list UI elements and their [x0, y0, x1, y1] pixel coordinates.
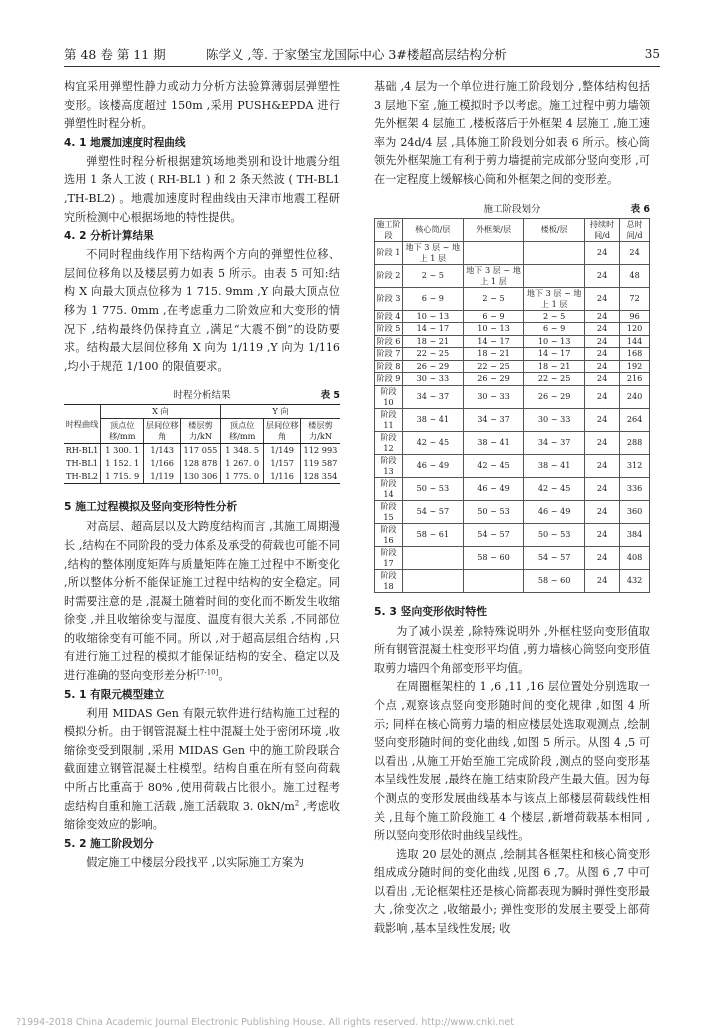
table-5-col-curve: 时程曲线 — [64, 405, 101, 444]
table-cell: 144 — [620, 335, 650, 348]
table-row — [375, 546, 650, 569]
table-cell: 18 ~ 21 — [524, 360, 585, 373]
table-row — [375, 287, 650, 310]
section-5-3-heading: 5. 3 竖向变形依时特性 — [374, 604, 488, 618]
table-row — [375, 454, 650, 477]
table-cell: 24 — [584, 569, 619, 592]
heading-4-2: 4. 2 分析计算结果 — [64, 230, 154, 243]
table-cell: 38 ~ 41 — [524, 454, 585, 477]
table-6-header: 楼板/层 — [524, 218, 585, 241]
table-row — [375, 431, 650, 454]
table-cell: 50 ~ 53 — [463, 500, 524, 523]
table-cell: 24 — [584, 348, 619, 361]
paragraph-5-3-c: 选取 20 层处的测点 ,绘制其各框架柱和核心筒变形组成成分随时间的变化曲线 ,见图 6 ,7。从图 6 ,7 中可以看出 ,无论框架柱还是核心筒都表现为瞬时弹性变形最大 ,徐变次之 ,收缩最小; 弹性变形的发展主要受上部荷载影响 ,基本呈线性发展; 收 — [374, 847, 650, 936]
table-6-header: 核心筒/层 — [403, 218, 464, 241]
table-cell: 26 ~ 29 — [463, 373, 524, 386]
table-5-subheader: 层间位移角 — [264, 419, 300, 444]
table-row — [375, 264, 650, 287]
phase-cell: 阶段 17 — [375, 546, 403, 569]
table-cell: 22 ~ 25 — [403, 348, 464, 361]
table-cell: 30 ~ 33 — [403, 373, 464, 386]
table-cell: 58 ~ 60 — [463, 546, 524, 569]
table-cell: 24 — [584, 546, 619, 569]
table-row — [375, 569, 650, 592]
table-cell: 26 ~ 29 — [403, 360, 464, 373]
table-cell: 72 — [620, 287, 650, 310]
table-row — [375, 373, 650, 386]
paragraph-5 — [64, 518, 340, 685]
table-row — [375, 500, 650, 523]
heading-5-2: 5. 2 施工阶段划分 — [64, 837, 154, 850]
table-6-body — [375, 241, 650, 592]
table-5-subheader: 层间位移角 — [144, 419, 180, 444]
table-cell: 1/149 — [264, 444, 300, 458]
table-cell: 117 055 — [180, 444, 220, 458]
table-cell: 1/119 — [144, 470, 180, 484]
table-5-number: 表 5 — [320, 390, 340, 402]
table-cell: 240 — [620, 385, 650, 408]
table-cell: 24 — [620, 241, 650, 264]
table-cell: RH-BL1 — [64, 444, 101, 458]
table-cell: 24 — [584, 287, 619, 310]
phase-cell: 阶段 4 — [375, 310, 403, 323]
table-6-header: 施工阶段 — [376, 218, 401, 240]
table-cell: 24 — [584, 431, 619, 454]
table-cell: 1/143 — [144, 444, 180, 458]
phase-cell: 阶段 1 — [375, 241, 403, 264]
table-cell: 58 ~ 60 — [524, 569, 585, 592]
table-cell: 6 ~ 9 — [403, 287, 464, 310]
phase-cell: 阶段 7 — [375, 348, 403, 361]
table-cell: 216 — [620, 373, 650, 386]
paragraph-5-3-a: 为了减小误差 ,除特殊说明外 ,外框柱竖向变形值取所有钢管混凝土柱变形平均值 ,剪力墙核心筒竖向变形值取剪力墙四个角部变形平均值。 — [374, 624, 650, 675]
table-cell: 119 587 — [303, 458, 338, 469]
table-5-caption — [64, 384, 340, 404]
table-cell: 1/166 — [144, 457, 180, 470]
article-running-title: 陈学义 ,等. 于家堡宝龙国际中心 3#楼超高层结构分析 — [206, 47, 507, 62]
table-cell: 14 ~ 17 — [463, 335, 524, 348]
table-cell: 46 ~ 49 — [463, 477, 524, 500]
table-6-header: 持续时间/d — [584, 218, 619, 241]
table-6 — [374, 218, 650, 593]
paragraph-5-1 — [64, 705, 340, 835]
phase-cell: 阶段 13 — [375, 454, 403, 477]
table-cell: 24 — [584, 477, 619, 500]
paragraph-5-1-text: 利用 MIDAS Gen 有限元软件进行结构施工过程的模拟分析。由于钢管混凝土柱中混凝土处于密闭环境 ,收缩徐变受到限制 ,采用 MIDAS Gen 中的施工阶段联合截面建立钢管混凝土柱模型。结构自重在所有竖向荷载中所占比重高于 80% ,使用荷载占比很小。施工过程考虑结构自重和施工活载 ,施工活载取 3. 0kN/m — [64, 706, 340, 813]
table-cell: 38 ~ 41 — [463, 431, 524, 454]
table-row — [375, 408, 650, 431]
table-cell: 34 ~ 37 — [463, 408, 524, 431]
paragraph-5-2-continued: 基础 ,4 层为一个单位进行施工阶段划分 ,整体结构包括 3 层地下室 ,施工模拟时予以考虑。施工过程中剪力墙领先外框架 4 层施工 ,楼板落后于外框架 4 层施工 ,施工速率为 24d/4 层 ,具体施工阶段划分如表 6 所示。核心筒领先外框架施工有利于剪力墙提前完成部分竖向变形 ,可在一定程度上缓解核心筒和外框架之间的变形差。 — [374, 80, 650, 186]
phase-cell: 阶段 2 — [375, 264, 403, 287]
phase-cell: 阶段 14 — [375, 477, 403, 500]
phase-cell: 阶段 11 — [375, 408, 403, 431]
page-number: 35 — [644, 47, 660, 61]
table-5-dir-x: X 向 — [101, 405, 221, 419]
table-cell — [524, 264, 585, 287]
table-cell: 50 ~ 53 — [524, 523, 585, 546]
table-cell: 18 ~ 21 — [463, 348, 524, 361]
table-5 — [64, 404, 340, 484]
table-cell: 432 — [620, 569, 650, 592]
journal-issue: 第 48 卷 第 11 期 — [64, 47, 166, 62]
left-column — [64, 78, 340, 872]
table-cell: 26 ~ 29 — [524, 385, 585, 408]
table-row — [375, 477, 650, 500]
table-cell: 128 878 — [180, 457, 220, 470]
table-cell: 192 — [620, 360, 650, 373]
table-cell: 22 ~ 25 — [524, 373, 585, 386]
table-cell: 168 — [620, 348, 650, 361]
table-cell: 6 ~ 9 — [463, 310, 524, 323]
table-cell — [524, 241, 585, 264]
table-row — [375, 323, 650, 336]
heading-5-1: 5. 1 有限元模型建立 — [64, 688, 165, 701]
table-cell: 24 — [584, 385, 619, 408]
table-cell — [463, 241, 524, 264]
table-6-number: 表 6 — [630, 203, 650, 215]
table-cell: 130 306 — [180, 470, 220, 484]
phase-cell: 阶段 9 — [375, 373, 403, 386]
table-6-caption — [374, 198, 650, 218]
table-cell: TH-BL2 — [64, 470, 101, 484]
section-5-heading: 5 施工过程模拟及竖向变形特性分析 — [64, 500, 238, 514]
phase-cell: 阶段 5 — [375, 323, 403, 336]
table-cell: 34 ~ 37 — [524, 431, 585, 454]
table-cell: 54 ~ 57 — [463, 523, 524, 546]
phase-cell: 阶段 15 — [375, 500, 403, 523]
table-cell: 24 — [584, 408, 619, 431]
table-5-subheader: 楼层剪力/kN — [300, 419, 340, 444]
table-row — [375, 348, 650, 361]
table-5-subheader: 顶点位移/mm — [220, 419, 263, 444]
table-cell: 1 300. 1 — [101, 444, 144, 458]
table-cell — [463, 569, 524, 592]
paragraph-4-2: 不同时程曲线作用下结构两个方向的弹塑性位移、层间位移角以及楼层剪力如表 5 所示。由表 5 可知:结构 X 向最大顶点位移为 1 715. 9mm ,Y 向最大顶点位移为 1 775. 0mm ,在考虑重力二阶效应和大变形的情况下 ,结构最终仍保持直立 ,满足“大震不倒”的设防要求。结构最大层间位移角 X 向为 1/119 ,Y 向为 1/116 ,均小于规范 1/100 的限值要求。 — [64, 248, 340, 373]
table-cell: 42 ~ 45 — [403, 431, 464, 454]
table-cell: 34 ~ 37 — [403, 385, 464, 408]
table-row — [64, 470, 340, 484]
table-6-title: 施工阶段划分 — [483, 203, 541, 215]
table-cell: 46 ~ 49 — [524, 500, 585, 523]
citation-7-10: [7-10] — [197, 668, 219, 677]
table-cell: 1 715. 9 — [101, 470, 144, 484]
intro-paragraph: 构宜采用弹塑性静力或动力分析方法验算薄弱层弹塑性变形。该楼高度超过 150m ,采用 PUSH&EPDA 进行弹塑性时程分析。 — [64, 80, 340, 131]
table-cell: 1 152. 1 — [101, 457, 144, 470]
heading-4-1: 4. 1 地震加速度时程曲线 — [64, 136, 186, 149]
table-cell: 24 — [584, 500, 619, 523]
table-cell: 1 267. 0 — [220, 457, 263, 470]
table-cell: 46 ~ 49 — [403, 454, 464, 477]
table-row — [375, 360, 650, 373]
table-cell: 24 — [584, 310, 619, 323]
table-cell: 30 ~ 33 — [524, 408, 585, 431]
table-cell: 1/116 — [264, 470, 300, 484]
table-row — [64, 444, 340, 458]
paragraph-5-2: 假定施工中楼层分段找平 ,以实际施工方案为 — [86, 855, 305, 869]
table-cell: 24 — [584, 523, 619, 546]
phase-cell: 阶段 6 — [375, 335, 403, 348]
table-5-subheader: 楼层剪力/kN — [180, 419, 220, 444]
table-cell — [403, 569, 464, 592]
table-cell: 264 — [620, 408, 650, 431]
paragraph-5-3-b: 在周圈框架柱的 1 ,6 ,11 ,16 层位置处分别选取一个点 ,观察该点竖向变形随时间的变化规律 ,如图 4 所示; 同样在核心筒剪力墙的相应楼层处选取观测点 ,绘制竖向变形随时间的变化曲线 ,如图 5 所示。从图 4 ,5 可以看出 ,从施工开始至施工完成阶段 ,测点的竖向变形基本呈线性发展 ,最终在施工结束阶段产生最大值。因为每个测点的变形发展曲线基本与该点上部楼层荷载线性相关 ,且每个施工阶段施工 4 个楼层 ,新增荷载基本相同 ,所以竖向变形依时曲线呈线性。 — [374, 680, 650, 843]
table-cell: 2 ~ 5 — [403, 264, 464, 287]
table-cell: 112 993 — [303, 445, 338, 456]
table-cell: TH-BL1 — [64, 457, 101, 470]
table-5-dir-y: Y 向 — [220, 405, 340, 419]
table-cell: 地下 3 层 ~ 地上 1 层 — [403, 241, 464, 264]
table-row — [375, 335, 650, 348]
table-cell: 地下 3 层 ~ 地上 1 层 — [524, 287, 585, 310]
table-6-header: 外框架/层 — [463, 218, 524, 241]
table-cell: 24 — [584, 335, 619, 348]
table-cell: 24 — [584, 264, 619, 287]
table-cell: 54 ~ 57 — [524, 546, 585, 569]
table-6-header: 总时间/d — [620, 218, 650, 241]
phase-cell: 阶段 12 — [375, 431, 403, 454]
table-cell: 24 — [584, 360, 619, 373]
table-cell: 2 ~ 5 — [463, 287, 524, 310]
table-cell: 18 ~ 21 — [403, 335, 464, 348]
phase-cell: 阶段 18 — [375, 569, 403, 592]
phase-cell: 阶段 16 — [375, 523, 403, 546]
table-cell: 2 ~ 5 — [524, 310, 585, 323]
table-cell: 360 — [620, 500, 650, 523]
table-cell — [403, 546, 464, 569]
table-cell: 312 — [620, 454, 650, 477]
table-cell: 336 — [620, 477, 650, 500]
table-cell: 30 ~ 33 — [463, 385, 524, 408]
table-cell: 10 ~ 13 — [463, 323, 524, 336]
table-cell: 14 ~ 17 — [403, 323, 464, 336]
table-cell: 10 ~ 13 — [403, 310, 464, 323]
table-cell: 288 — [620, 431, 650, 454]
table-cell: 58 ~ 61 — [403, 523, 464, 546]
unit-superscript: 2 — [294, 798, 300, 807]
paragraph-4-1: 弹塑性时程分析根据建筑场地类别和设计地震分组选用 1 条人工波 ( RH-BL1 ) 和 2 条天然波 ( TH-BL1 ,TH-BL2) 。地震加速度时程曲线由天津市地震工程研究所检测中心根据场地的特性提供。 — [64, 154, 340, 224]
table-cell: 120 — [620, 323, 650, 336]
table-row — [375, 523, 650, 546]
table-cell: 408 — [620, 546, 650, 569]
table-cell: 128 354 — [300, 470, 340, 484]
table-cell: 50 ~ 53 — [403, 477, 464, 500]
table-cell: 24 — [584, 241, 619, 264]
table-cell: 地下 3 层 ~ 地上 1 层 — [463, 264, 524, 287]
table-row — [64, 457, 340, 470]
paragraph-5-text: 对高层、超高层以及大跨度结构而言 ,其施工周期漫长 ,结构在不同阶段的受力体系及承受的荷载也可能不同 ,结构的整体刚度矩阵与质量矩阵在施工过程中不断变化 ,所以整体分析不能保证施工过程中结构的安全稳定。同时需要注意的是 ,混凝土随着时间的变化而不断发生收缩徐变 ,并且收缩徐变与湿度、温度有很大关系 ,不同部位的收缩徐变有可能不同。所以 ,对于超高层组合结构 ,只有进行施工过程的模拟才能保证结构的安全、稳定以及进行准确的竖向变形差分析 — [64, 520, 340, 683]
table-cell: 42 ~ 45 — [463, 454, 524, 477]
table-cell: 48 — [620, 264, 650, 287]
phase-cell: 阶段 10 — [375, 385, 403, 408]
table-cell: 22 ~ 25 — [463, 360, 524, 373]
paragraph-5-end: 。 — [218, 669, 230, 683]
right-column — [374, 78, 650, 939]
table-row — [375, 241, 650, 264]
table-row — [375, 310, 650, 323]
table-cell: 54 ~ 57 — [403, 500, 464, 523]
table-cell: 14 ~ 17 — [524, 348, 585, 361]
table-cell: 42 ~ 45 — [524, 477, 585, 500]
table-cell: 6 ~ 9 — [524, 323, 585, 336]
paragraph-5-1-end: ,考虑收缩徐变效应的影响。 — [64, 799, 340, 832]
table-5-subheader: 顶点位移/mm — [101, 419, 144, 444]
table-cell: 38 ~ 41 — [403, 408, 464, 431]
table-cell: 10 ~ 13 — [524, 335, 585, 348]
phase-cell: 阶段 8 — [375, 360, 403, 373]
copyright-footer: ?1994-2018 China Academic Journal Electronic Publishing House. All rights reserved. http://www.cnki.net — [16, 1017, 514, 1028]
table-cell: 96 — [620, 310, 650, 323]
table-cell: 24 — [584, 373, 619, 386]
page-header — [64, 42, 660, 67]
table-cell: 1 348. 5 — [220, 444, 263, 458]
table-cell: 24 — [584, 323, 619, 336]
table-cell: 1/157 — [264, 457, 300, 470]
table-row — [375, 385, 650, 408]
table-cell: 384 — [620, 523, 650, 546]
phase-cell: 阶段 3 — [375, 287, 403, 310]
table-cell: 1 775. 0 — [220, 470, 263, 484]
table-cell: 24 — [584, 454, 619, 477]
table-5-title: 时程分析结果 — [173, 390, 231, 402]
